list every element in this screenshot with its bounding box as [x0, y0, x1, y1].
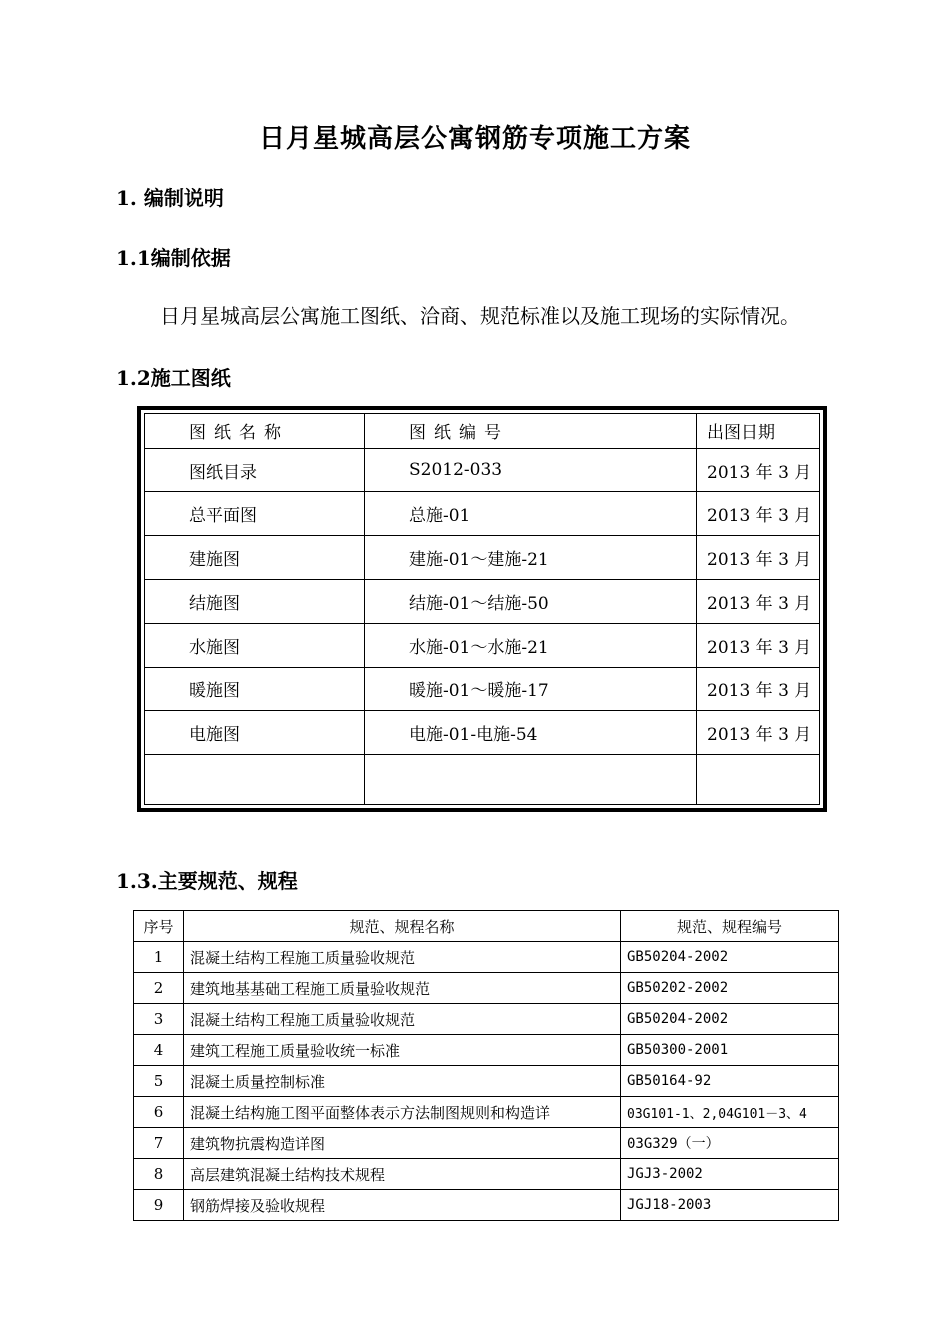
standard-index: 6: [134, 1097, 184, 1128]
drawing-number: 暖施-01～暖施-17: [365, 667, 697, 711]
drawing-number: 水施-01～水施-21: [365, 623, 697, 667]
drawing-date: 2013 年 3 月: [697, 711, 820, 755]
standards-header-index: 序号: [134, 911, 184, 942]
standard-index: 3: [134, 1004, 184, 1035]
drawings-header-date: 出图日期: [697, 414, 820, 449]
standards-table: [133, 910, 839, 1221]
drawing-number: 总施-01: [365, 492, 697, 536]
standards-header-row: [134, 911, 839, 942]
standard-code: GB50204-2002: [621, 942, 839, 973]
standard-index: 5: [134, 1066, 184, 1097]
drawing-number: 建施-01～建施-21: [365, 536, 697, 580]
empty-cell: [365, 755, 697, 805]
standard-name: 高层建筑混凝土结构技术规程: [184, 1159, 621, 1190]
empty-cell: [145, 755, 365, 805]
table-row: [134, 1035, 839, 1066]
drawings-table: [144, 413, 820, 805]
drawing-name: 结施图: [145, 579, 365, 623]
drawing-date: 2013 年 3 月: [697, 448, 820, 492]
table-row: [134, 1097, 839, 1128]
drawing-date: 2013 年 3 月: [697, 623, 820, 667]
standard-code: GB50204-2002: [621, 1004, 839, 1035]
table-row: [134, 973, 839, 1004]
table-row: [134, 1190, 839, 1221]
section-heading-1: 1. 编制说明: [116, 186, 224, 210]
standard-name: 钢筋焊接及验收规程: [184, 1190, 621, 1221]
drawings-header-row: [145, 414, 820, 449]
standard-code: JGJ3-2002: [621, 1159, 839, 1190]
standard-code: GB50202-2002: [621, 973, 839, 1004]
drawings-header-number: 图纸编号: [365, 414, 697, 449]
section-heading-1-3: 1.3.主要规范、规程: [116, 869, 298, 893]
basis-paragraph: 日月星城高层公寓施工图纸、洽商、规范标准以及施工现场的实际情况。: [160, 304, 800, 328]
standard-name: 混凝土结构工程施工质量验收规范: [184, 1004, 621, 1035]
table-row: [134, 1159, 839, 1190]
drawing-number: 电施-01-电施-54: [365, 711, 697, 755]
standard-code: JGJ18-2003: [621, 1190, 839, 1221]
standard-index: 9: [134, 1190, 184, 1221]
drawing-date: 2013 年 3 月: [697, 579, 820, 623]
table-row: [145, 667, 820, 711]
section-heading-1-2: 1.2施工图纸: [116, 366, 231, 390]
table-row: [134, 1066, 839, 1097]
standards-header-code: 规范、规程编号: [621, 911, 839, 942]
standard-index: 8: [134, 1159, 184, 1190]
table-row-empty: [145, 755, 820, 805]
standard-name: 建筑地基基础工程施工质量验收规范: [184, 973, 621, 1004]
table-row: [134, 1004, 839, 1035]
drawing-name: 暖施图: [145, 667, 365, 711]
standard-code: GB50300-2001: [621, 1035, 839, 1066]
table-row: [134, 942, 839, 973]
standards-header-name: 规范、规程名称: [184, 911, 621, 942]
drawing-name: 建施图: [145, 536, 365, 580]
drawing-name: 电施图: [145, 711, 365, 755]
drawing-date: 2013 年 3 月: [697, 536, 820, 580]
table-row: [145, 492, 820, 536]
table-row: [134, 1128, 839, 1159]
standard-name: 混凝土结构工程施工质量验收规范: [184, 942, 621, 973]
drawing-date: 2013 年 3 月: [697, 492, 820, 536]
drawing-name: 图纸目录: [145, 448, 365, 492]
drawing-number: 结施-01～结施-50: [365, 579, 697, 623]
drawings-table-frame: [137, 406, 827, 812]
standard-name: 混凝土结构施工图平面整体表示方法制图规则和构造详: [184, 1097, 621, 1128]
document-title: 日月星城高层公寓钢筋专项施工方案: [258, 124, 691, 154]
table-row: [145, 623, 820, 667]
drawing-name: 总平面图: [145, 492, 365, 536]
table-row: [145, 711, 820, 755]
standard-name: 建筑物抗震构造详图: [184, 1128, 621, 1159]
empty-cell: [697, 755, 820, 805]
table-row: [145, 448, 820, 492]
standard-code: 03G329（一）: [621, 1128, 839, 1159]
standard-name: 建筑工程施工质量验收统一标准: [184, 1035, 621, 1066]
standard-index: 1: [134, 942, 184, 973]
drawing-date: 2013 年 3 月: [697, 667, 820, 711]
table-row: [145, 536, 820, 580]
standard-index: 4: [134, 1035, 184, 1066]
table-row: [145, 579, 820, 623]
drawings-header-name: 图纸名称: [145, 414, 365, 449]
drawing-number: S2012-033: [365, 448, 697, 492]
standard-code: 03G101-1、2,04G101－3、4: [621, 1097, 839, 1128]
standard-name: 混凝土质量控制标准: [184, 1066, 621, 1097]
section-heading-1-1: 1.1编制依据: [116, 246, 231, 270]
drawing-name: 水施图: [145, 623, 365, 667]
standard-index: 2: [134, 973, 184, 1004]
standard-index: 7: [134, 1128, 184, 1159]
standard-code: GB50164-92: [621, 1066, 839, 1097]
